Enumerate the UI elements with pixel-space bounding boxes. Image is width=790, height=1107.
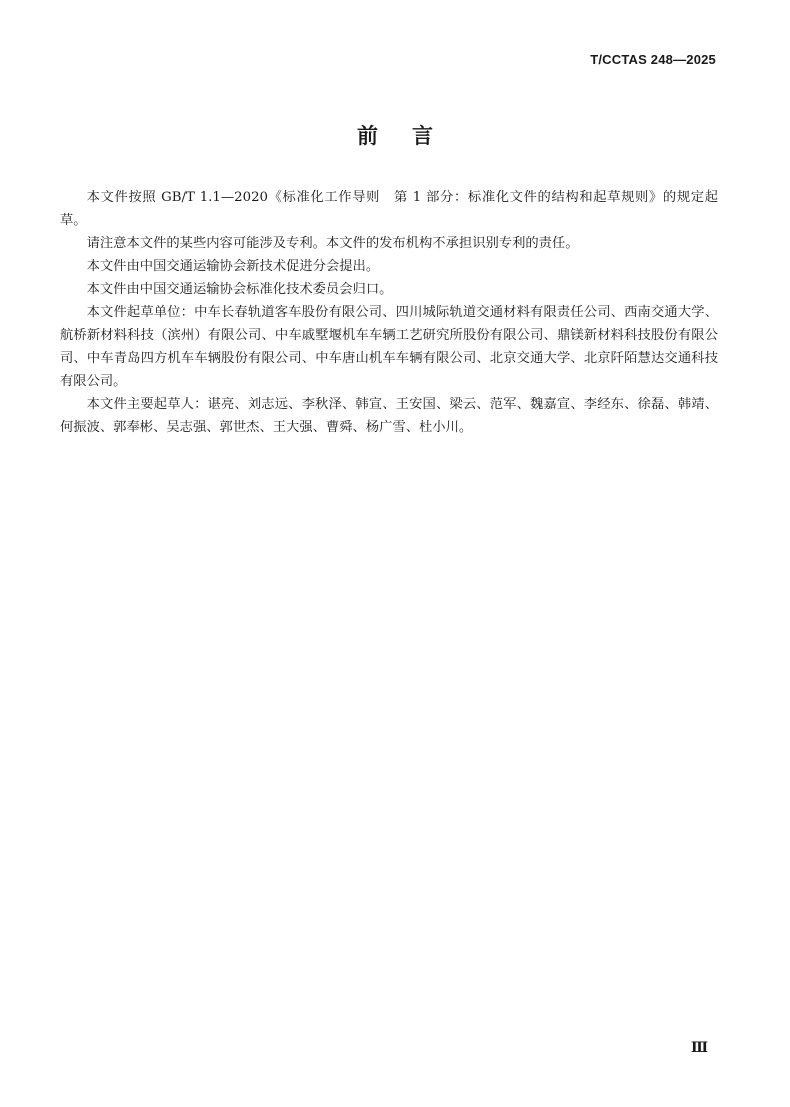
document-code: T/CCTAS 248—2025 xyxy=(590,52,716,67)
paragraph-drafting-basis: 本文件按照 GB/T 1.1—2020《标准化工作导则 第 1 部分：标准化文件的结构和起草规则》的规定起草。 xyxy=(60,190,718,228)
foreword-body xyxy=(60,186,718,439)
paragraph-proposer: 本文件由中国交通运输协会新技术促进分会提出。 xyxy=(86,259,380,274)
paragraph-drafters: 本文件主要起草人：谌亮、刘志远、李秋泽、韩宣、王安国、梁云、范军、魏嘉宣、李经东、徐磊、韩靖、何振波、郭奉彬、吴志强、郭世杰、王大强、曹舜、杨广雪、杜小川。 xyxy=(60,397,718,435)
page-number: Ⅲ xyxy=(690,1040,708,1056)
paragraph-committee: 本文件由中国交通运输协会标准化技术委员会归口。 xyxy=(86,282,393,297)
paragraph-patent-notice: 请注意本文件的某些内容可能涉及专利。本文件的发布机构不承担识别专利的责任。 xyxy=(86,236,579,251)
page-title: 前言 xyxy=(357,124,467,148)
paragraph-drafting-units: 本文件起草单位：中车长春轨道客车股份有限公司、四川城际轨道交通材料有限责任公司、西南交通大学、航桥新材料科技（滨州）有限公司、中车戚墅堰机车车辆工艺研究所股份有限公司、鼎镁新材料科技股份有限公司、中车青岛四方机车车辆股份有限公司、中车唐山机车车辆有限公司、北京交通大学、北京阡陌慧达交通科技有限公司。 xyxy=(60,305,718,389)
